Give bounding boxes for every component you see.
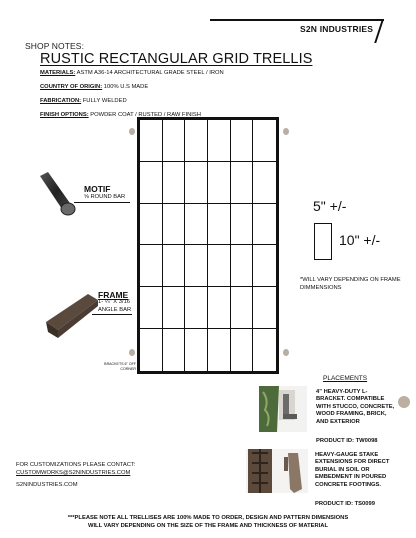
trellis-cell: [140, 204, 163, 246]
placement-bracket-marker: [398, 396, 410, 408]
trellis-cell: [208, 120, 231, 162]
dimension-cell-diagram: [314, 223, 332, 260]
trellis-cell: [140, 287, 163, 329]
placement-stake-product-id: PRODUCT ID: TS0099: [315, 501, 375, 507]
trellis-cell: [140, 162, 163, 204]
disclaimer-line-1: ***PLEASE NOTE ALL TRELLISES ARE 100% MADE TO ORDER, DESIGN AND PATTERN DIMENSIONS: [67, 515, 349, 521]
header-rule: [210, 19, 384, 21]
trellis-cell: [208, 204, 231, 246]
angle-bar-image: [44, 292, 100, 340]
bracket-marker-top-right: [283, 128, 289, 135]
spec-value: 100% U.S MADE: [102, 84, 149, 90]
trellis-cell: [231, 120, 254, 162]
spec-label: COUNTRY OF ORIGIN:: [40, 84, 103, 90]
spec-country: [40, 84, 148, 90]
frame-leader-line: [92, 314, 132, 315]
trellis-cell: [208, 329, 231, 371]
placements-heading: PLACEMENTS: [323, 375, 368, 382]
spec-value: ASTM A36-14 ARCHITECTURAL GRADE STEEL / IRON: [75, 70, 224, 76]
trellis-cell: [163, 245, 186, 287]
bracket-marker-bottom-right: [283, 349, 289, 356]
spec-materials: [40, 70, 224, 76]
trellis-cell: [163, 120, 186, 162]
placement-bracket-product-id: PRODUCT ID: TW0098: [316, 438, 378, 444]
contact-line: FOR CUSTOMIZATIONS PLEASE CONTACT:: [16, 462, 136, 468]
motif-leader-line: [74, 202, 130, 203]
trellis-cell: [163, 204, 186, 246]
motif-spec: ⅝ ROUND BAR: [84, 194, 126, 200]
brand-name: S2N INDUSTRIES: [300, 24, 374, 34]
website-link[interactable]: S2NINDUSTRIES.COM: [16, 482, 78, 488]
trellis-cell: [185, 329, 208, 371]
spec-fabrication: [40, 98, 127, 104]
trellis-cell: [231, 329, 254, 371]
frame-spec-type: ANGLE BAR: [98, 307, 132, 313]
spec-value: POWDER COAT / RUSTED / RAW FINISH: [88, 112, 201, 118]
spec-value: FULLY WELDED: [81, 98, 127, 104]
l-bracket-photo: [259, 386, 307, 432]
trellis-cell: [231, 245, 254, 287]
trellis-cell: [253, 329, 276, 371]
trellis-cell: [253, 120, 276, 162]
shop-notes-heading: SHOP NOTES:: [25, 41, 85, 51]
disclaimer-line-2: WILL VARY DEPENDING ON THE SIZE OF THE FRAME AND THICKNESS OF MATERIAL: [87, 522, 329, 529]
round-bar-image: [38, 172, 78, 218]
spec-label: FABRICATION:: [40, 98, 82, 104]
stake-extension-photo: [246, 449, 308, 493]
trellis-cell: [185, 204, 208, 246]
trellis-cell: [231, 204, 254, 246]
trellis-cell: [253, 245, 276, 287]
trellis-cell: [163, 162, 186, 204]
dimension-height: 10" +/-: [339, 232, 381, 248]
trellis-cell: [231, 162, 254, 204]
trellis-cell: [163, 287, 186, 329]
bracket-marker-bottom-left: [129, 349, 135, 356]
trellis-cell: [185, 162, 208, 204]
dimension-note: *WILL VARY DEPENDING ON FRAME DIMMENSIONS: [300, 277, 401, 292]
brackets-note: BRACKETS 6" OFF CORNER: [104, 362, 136, 371]
trellis-cell: [208, 162, 231, 204]
placement-bracket-description: 4" HEAVY-DUTY L-BRACKET. COMPATIBLE WITH STUCCO, CONCRETE, WOOD FRAMING, BRICK, AND EXTERIOR: [316, 389, 395, 425]
trellis-cell: [140, 329, 163, 371]
trellis-cell: [253, 204, 276, 246]
motif-label: MOTIF: [84, 184, 111, 194]
trellis-cell: [208, 245, 231, 287]
trellis-cell: [185, 287, 208, 329]
page-title: RUSTIC RECTANGULAR GRID TRELLIS: [40, 51, 313, 67]
dimension-width: 5" +/-: [313, 198, 347, 214]
trellis-cell: [163, 329, 186, 371]
bracket-marker-top-left: [129, 128, 135, 135]
trellis-cell: [140, 245, 163, 287]
contact-email-link[interactable]: CUSTOMWORKS@S2NINDUSTRIES.COM: [16, 470, 131, 476]
trellis-grid-drawing: [137, 117, 279, 374]
trellis-cell: [208, 287, 231, 329]
trellis-cell: [253, 162, 276, 204]
trellis-cell: [185, 245, 208, 287]
placement-stake-description: HEAVY-GAUGE STAKE EXTENSIONS FOR DIRECT BURIAL IN SOIL OR EMBEDMENT IN POURED CONCRETE FOOTINGS.: [315, 452, 390, 488]
spec-label: FINISH OPTIONS:: [40, 112, 89, 118]
trellis-cell: [185, 120, 208, 162]
trellis-cell: [140, 120, 163, 162]
header-rule-slash: [374, 19, 384, 43]
frame-label: FRAME: [98, 290, 129, 300]
spec-label: MATERIALS:: [40, 70, 76, 76]
trellis-cell: [253, 287, 276, 329]
trellis-cell: [231, 287, 254, 329]
disclaimer: [0, 515, 416, 530]
frame-spec-size: 1- ¼" X 3/16: [98, 299, 131, 305]
